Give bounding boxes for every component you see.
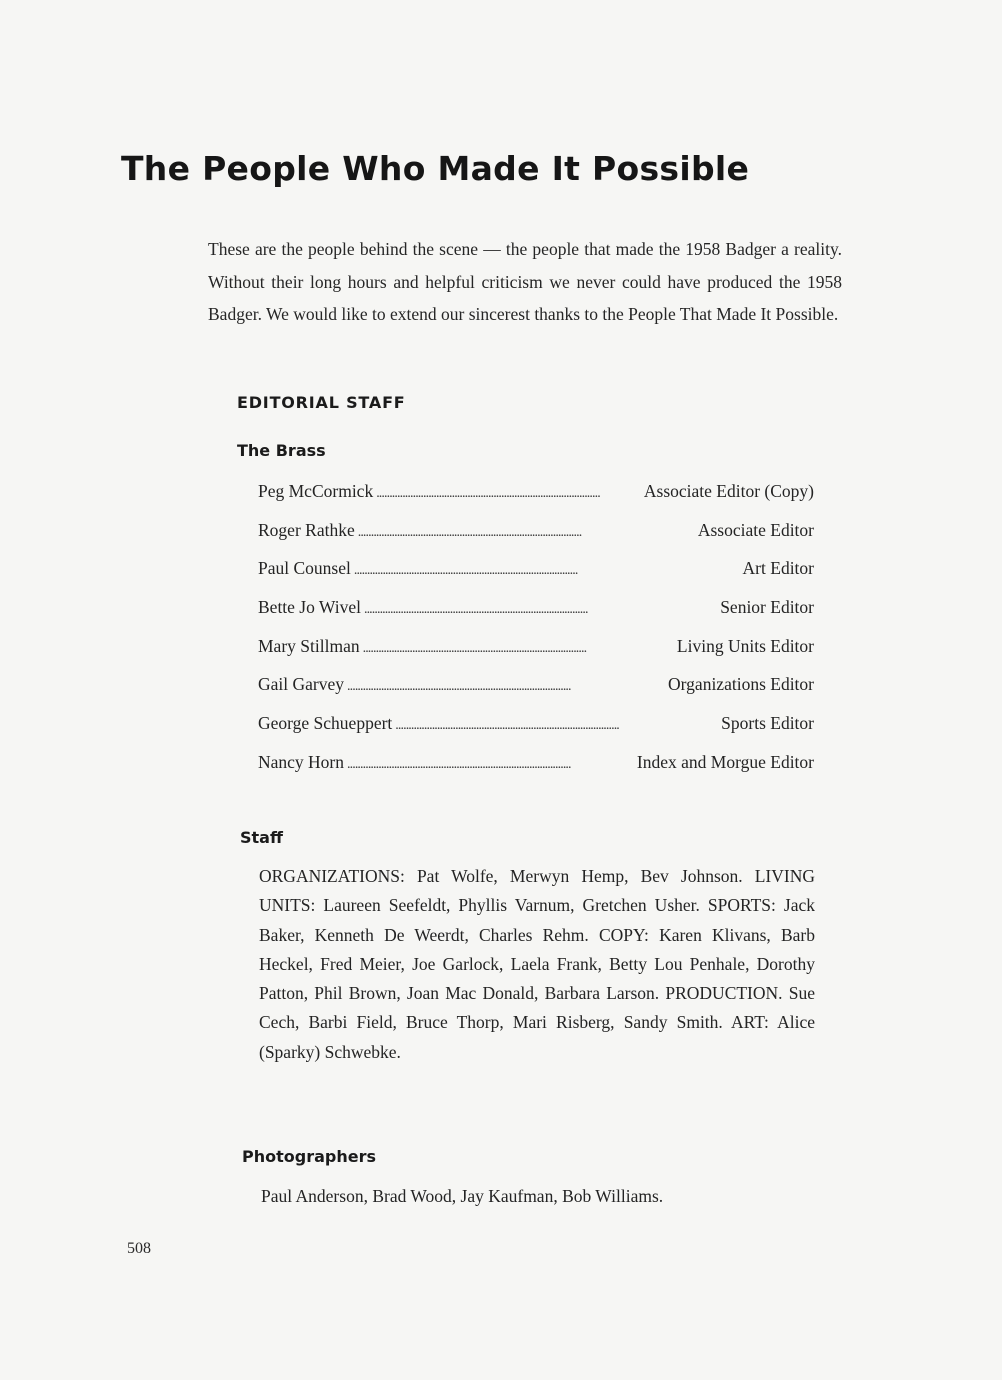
roster-entry xyxy=(258,553,814,592)
dot-leader xyxy=(354,553,740,586)
staff-name: Paul Counsel xyxy=(258,558,351,579)
staff-name: Gail Garvey xyxy=(258,674,345,695)
photographers-list: Paul Anderson, Brad Wood, Jay Kaufman, Bob Williams. xyxy=(261,1186,664,1206)
page-title: The People Who Made It Possible xyxy=(121,149,750,188)
brass-roster xyxy=(258,476,814,786)
staff-name: Nancy Horn xyxy=(258,751,345,772)
staff-role: Index and Morgue Editor xyxy=(636,751,814,772)
dot-leader xyxy=(363,631,674,664)
dot-leader xyxy=(364,592,717,625)
staff-role: Living Units Editor xyxy=(676,635,814,656)
dot-leader xyxy=(358,515,695,548)
staff-role: Senior Editor xyxy=(720,597,814,618)
dot-leader xyxy=(347,669,665,702)
dot-leader xyxy=(395,708,718,741)
staff-name: Roger Rathke xyxy=(258,519,355,540)
staff-name: Peg McCormick xyxy=(258,481,374,501)
roster-entry xyxy=(258,708,814,747)
staff-role: Associate Editor (Copy) xyxy=(643,481,814,501)
dot-leader xyxy=(347,747,634,780)
photographers-heading: Photographers xyxy=(242,1147,376,1166)
staff-heading: Staff xyxy=(240,828,283,847)
intro-paragraph: These are the people behind the scene — the people that made the 1958 Badger a reality. Without their long hours and helpful criticism we never could have produced the 1958 Badger. We would like to extend our sincerest thanks to the People That Made It Possible. xyxy=(208,239,842,325)
roster-entry xyxy=(258,669,814,708)
staff-role: Art Editor xyxy=(742,558,814,579)
page-number: 508 xyxy=(127,1240,151,1257)
dot-leader xyxy=(376,476,641,509)
staff-role: Organizations Editor xyxy=(668,674,814,695)
roster-entry xyxy=(258,747,814,786)
staff-name: George Schueppert xyxy=(258,713,393,734)
roster-entry xyxy=(258,631,814,670)
staff-paragraph: ORGANIZATIONS: Pat Wolfe, Merwyn Hemp, Bev Johnson. LIVING UNITS: Laureen Seefeldt, Phyllis Varnum, Gretchen Usher. SPORTS: Jack Baker, Kenneth De Weerdt, Charles Rehm. COPY: Karen Klivans, Barb Heckel, Fred Meier, Joe Garlock, Laela Frank, Betty Lou Penhale, Dorothy Patton, Phil Brown, Joan Mac Donald, Barbara Larson. PRODUCTION. Sue Cech, Barbi Field, Bruce Thorp, Mari Risberg, Sandy Smith. ART: Alice (Sparky) Schwebke. xyxy=(259,866,815,1062)
roster-entry xyxy=(258,476,814,515)
staff-role: Associate Editor xyxy=(697,519,814,540)
roster-entry xyxy=(258,592,814,631)
staff-role: Sports Editor xyxy=(721,713,814,734)
roster-entry xyxy=(258,515,814,554)
staff-name: Bette Jo Wivel xyxy=(258,597,361,618)
staff-name: Mary Stillman xyxy=(258,635,360,656)
editorial-staff-heading: EDITORIAL STAFF xyxy=(237,393,406,412)
brass-heading: The Brass xyxy=(237,441,326,460)
